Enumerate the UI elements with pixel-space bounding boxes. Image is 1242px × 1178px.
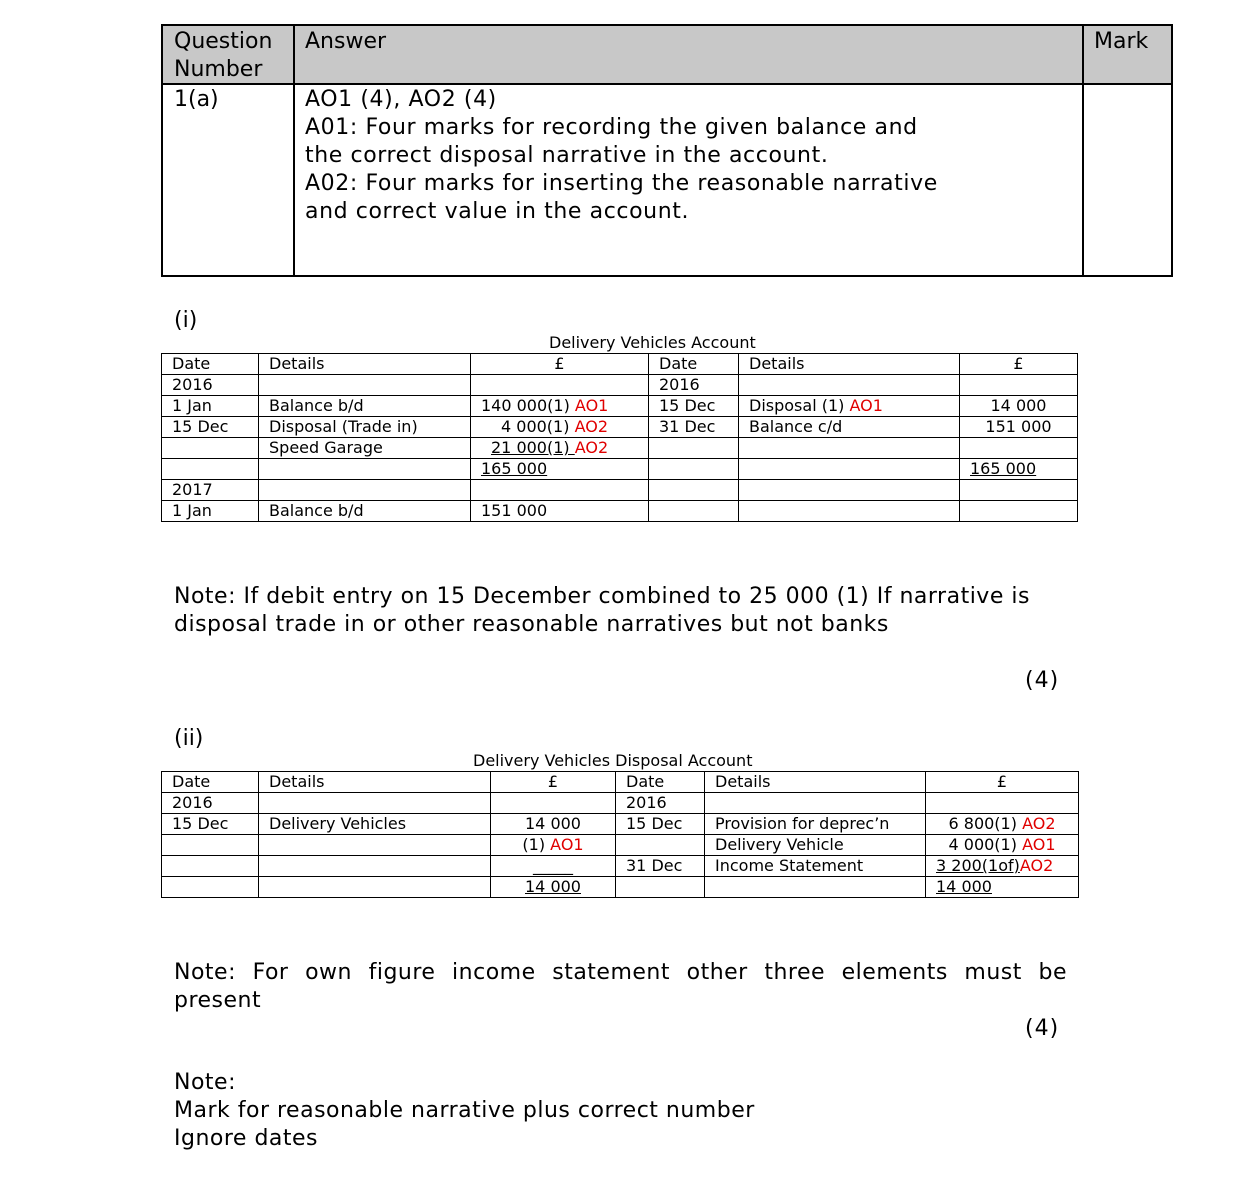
details-cell: Balance b/d <box>259 396 471 417</box>
part-ii-title: Delivery Vehicles Disposal Account <box>473 751 753 770</box>
final-note-line: Ignore dates <box>174 1126 319 1151</box>
total-cell <box>491 877 616 898</box>
header-cell: Date <box>649 354 739 375</box>
amount-cell <box>926 814 1079 835</box>
column-divider <box>1082 26 1084 275</box>
empty-cell <box>649 480 739 501</box>
rule-cell: _____ <box>491 856 616 877</box>
empty-cell <box>616 835 705 856</box>
mark-code: AO1 <box>574 396 609 415</box>
header-cell: Details <box>705 772 926 793</box>
table-header-row <box>162 772 1079 793</box>
table-row <box>162 480 1078 501</box>
empty-cell <box>162 835 259 856</box>
delivery-vehicles-account-table <box>161 353 1078 522</box>
details-cell: Provision for deprec’n <box>705 814 926 835</box>
header-cell: £ <box>960 354 1078 375</box>
table-header-row <box>162 354 1078 375</box>
empty-cell <box>649 438 739 459</box>
mark-code: AO1 <box>849 396 883 415</box>
empty-cell <box>705 877 926 898</box>
empty-cell <box>259 459 471 480</box>
part-i-marks-total: (4) <box>1025 668 1060 693</box>
empty-cell <box>259 856 491 877</box>
header-cell: Date <box>616 772 705 793</box>
empty-cell <box>739 480 960 501</box>
date-cell: 1 Jan <box>162 501 259 522</box>
part-ii-marks-total: (4) <box>1025 1016 1060 1041</box>
total-cell <box>960 459 1078 480</box>
mark-code: AO1 <box>1022 835 1056 854</box>
details-value: Disposal (1) <box>749 396 850 415</box>
amount-value: 6 800(1) <box>948 814 1023 833</box>
answer-text <box>305 86 938 226</box>
date-cell: 2017 <box>162 480 259 501</box>
empty-cell <box>162 438 259 459</box>
total-cell <box>471 459 649 480</box>
details-cell <box>739 396 960 417</box>
date-cell: 2016 <box>616 793 705 814</box>
empty-cell <box>926 793 1079 814</box>
empty-cell <box>162 459 259 480</box>
empty-cell <box>162 877 259 898</box>
table-row <box>162 375 1078 396</box>
empty-cell <box>162 856 259 877</box>
mark-code: AO2 <box>574 417 608 436</box>
details-cell: Delivery Vehicle <box>705 835 926 856</box>
amount-value: 21 000(1) <box>491 438 575 457</box>
details-cell: Balance b/d <box>259 501 471 522</box>
total-value: 165 000 <box>970 459 1037 478</box>
part-i-title: Delivery Vehicles Account <box>549 333 756 352</box>
empty-cell <box>960 501 1078 522</box>
answer-line: AO1 (4), AO2 (4) <box>305 87 497 112</box>
date-cell: 31 Dec <box>649 417 739 438</box>
amount-cell: 151 000 <box>960 417 1078 438</box>
table-row <box>162 417 1078 438</box>
header-cell: £ <box>926 772 1079 793</box>
column-divider <box>293 26 295 275</box>
date-cell: 2016 <box>649 375 739 396</box>
part-ii-label: (ii) <box>174 726 204 751</box>
amount-cell <box>926 856 1079 877</box>
amount-cell <box>491 835 616 856</box>
empty-cell <box>649 501 739 522</box>
date-cell: 15 Dec <box>162 814 259 835</box>
header-cell: Date <box>162 354 259 375</box>
date-cell: 15 Dec <box>162 417 259 438</box>
empty-cell <box>616 877 705 898</box>
part-i-label: (i) <box>174 308 198 333</box>
answer-heading: Answer <box>305 29 387 54</box>
final-note <box>174 1069 755 1153</box>
empty-cell <box>491 793 616 814</box>
answer-line: the correct disposal narrative in the account. <box>305 143 829 168</box>
date-cell: 2016 <box>162 793 259 814</box>
amount-cell: 151 000 <box>471 501 649 522</box>
empty-cell <box>259 480 471 501</box>
details-cell: Speed Garage <box>259 438 471 459</box>
empty-cell <box>960 375 1078 396</box>
amount-cell <box>471 396 649 417</box>
details-cell: Balance c/d <box>739 417 960 438</box>
mark-code: AO2 <box>574 438 609 457</box>
empty-cell <box>739 459 960 480</box>
total-value: 14 000 <box>525 877 581 896</box>
question-number: 1(a) <box>174 87 219 112</box>
final-note-heading: Note: <box>174 1070 236 1095</box>
delivery-vehicles-disposal-account-table <box>161 771 1079 898</box>
amount-cell <box>471 438 649 459</box>
answer-line: A01: Four marks for recording the given balance and <box>305 115 918 140</box>
table-row <box>162 459 1078 480</box>
date-cell: 15 Dec <box>649 396 739 417</box>
amount-value: 4 000(1) <box>501 417 575 436</box>
total-value: 165 000 <box>481 459 548 478</box>
date-cell: 1 Jan <box>162 396 259 417</box>
amount-cell <box>926 835 1079 856</box>
table-row <box>162 877 1079 898</box>
total-cell <box>926 877 1079 898</box>
table-row <box>162 501 1078 522</box>
header-cell: Details <box>259 772 491 793</box>
table-row <box>162 835 1079 856</box>
question-number-heading: Question Number <box>174 29 273 82</box>
empty-cell <box>739 438 960 459</box>
table-row <box>162 793 1079 814</box>
details-cell: Income Statement <box>705 856 926 877</box>
empty-cell <box>960 438 1078 459</box>
total-value: 14 000 <box>936 877 992 896</box>
header-cell: £ <box>471 354 649 375</box>
details-cell: Delivery Vehicles <box>259 814 491 835</box>
mark-code: AO2 <box>1022 814 1056 833</box>
empty-cell <box>649 459 739 480</box>
empty-cell <box>739 501 960 522</box>
amount-value: 3 200(1of) <box>936 856 1020 875</box>
mark-heading: Mark <box>1094 29 1149 54</box>
answer-line: A02: Four marks for inserting the reasonable narrative <box>305 171 938 196</box>
date-cell: 31 Dec <box>616 856 705 877</box>
empty-cell <box>960 480 1078 501</box>
answer-line: and correct value in the account. <box>305 199 690 224</box>
amount-cell: 14 000 <box>960 396 1078 417</box>
header-cell: Details <box>739 354 960 375</box>
header-cell: £ <box>491 772 616 793</box>
part-ii-note: Note: For own figure income statement other three elements must be present <box>174 960 1067 1013</box>
empty-cell <box>259 793 491 814</box>
final-note-line: Mark for reasonable narrative plus correct number <box>174 1098 755 1123</box>
header-cell: Date <box>162 772 259 793</box>
mark-code: AO2 <box>1019 856 1054 875</box>
details-cell: Disposal (Trade in) <box>259 417 471 438</box>
empty-cell <box>739 375 960 396</box>
empty-cell <box>471 480 649 501</box>
amount-cell: 14 000 <box>491 814 616 835</box>
date-cell: 15 Dec <box>616 814 705 835</box>
amount-value: 4 000(1) <box>948 835 1023 854</box>
empty-cell <box>705 793 926 814</box>
empty-cell <box>259 877 491 898</box>
amount-value: 140 000(1) <box>481 396 575 415</box>
empty-cell <box>471 375 649 396</box>
mark-scheme-header-table <box>161 24 1173 277</box>
table-row <box>162 396 1078 417</box>
part-i-note: Note: If debit entry on 15 December combined to 25 000 (1) If narrative is disposal trade in or other reasonable narratives but not banks <box>174 584 1030 637</box>
mark-code: AO1 <box>550 835 584 854</box>
table-row <box>162 856 1079 877</box>
table-row <box>162 814 1079 835</box>
empty-cell <box>259 835 491 856</box>
header-cell: Details <box>259 354 471 375</box>
amount-cell <box>471 417 649 438</box>
amount-value: (1) <box>522 835 551 854</box>
table-row <box>162 438 1078 459</box>
empty-cell <box>259 375 471 396</box>
date-cell: 2016 <box>162 375 259 396</box>
